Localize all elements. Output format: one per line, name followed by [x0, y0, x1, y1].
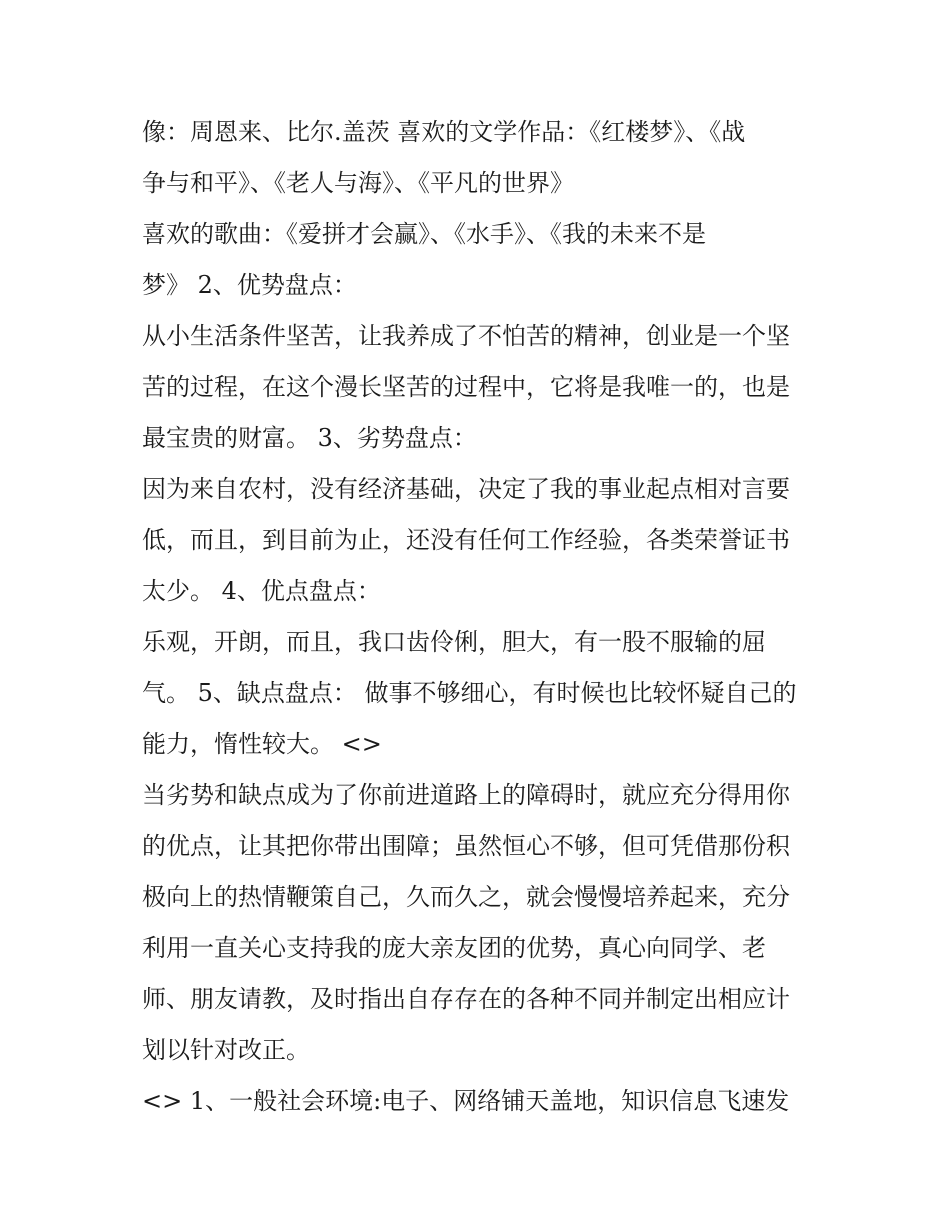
text-line: 像：周恩来、比尔.盖茨 喜欢的文学作品：《红楼梦》、《战: [142, 118, 746, 146]
text-line: 师、朋友请教，及时指出自存存在的各种不同并制定出相应计: [142, 985, 790, 1013]
text-line: 低，而且，到目前为止，还没有任何工作经验，各类荣誉证书: [142, 526, 790, 554]
document-body-text: [142, 107, 822, 1127]
text-line: 当劣势和缺点成为了你前进道路上的障碍时，就应充分得用你: [142, 781, 790, 809]
text-line: 极向上的热情鞭策自己，久而久之，就会慢慢培养起来，充分: [142, 883, 790, 911]
text-line: 从小生活条件坚苦，让我养成了不怕苦的精神，创业是一个坚: [142, 322, 790, 350]
text-line: 划以针对改正。: [142, 1036, 310, 1064]
text-line: 争与和平》、《老人与海》、《平凡的世界》: [142, 169, 574, 197]
text-line: 乐观，开朗，而且，我口齿伶俐，胆大，有一股不服输的屈: [142, 628, 766, 656]
text-line: 太少。 4、优点盘点：: [142, 577, 381, 605]
text-line: 喜欢的歌曲：《爱拼才会赢》、《水手》、《我的未来不是: [142, 220, 706, 248]
text-line: 气。 5、缺点盘点： 做事不够细心，有时候也比较怀疑自己的: [142, 679, 797, 707]
text-line: 因为来自农村，没有经济基础，决定了我的事业起点相对言要: [142, 475, 790, 503]
text-line: 的优点，让其把你带出围障；虽然恒心不够，但可凭借那份积: [142, 832, 790, 860]
text-line: 苦的过程，在这个漫长坚苦的过程中，它将是我唯一的，也是: [142, 373, 790, 401]
text-line: <> 1、一般社会环境:电子、网络铺天盖地，知识信息飞速发: [142, 1087, 790, 1115]
text-line: 最宝贵的财富。 3、劣势盘点：: [142, 424, 477, 452]
text-line: 利用一直关心支持我的庞大亲友团的优势，真心向同学、老: [142, 934, 766, 962]
text-line: 梦》 2、优势盘点：: [142, 271, 357, 299]
text-line: 能力，惰性较大。 <>: [142, 730, 382, 758]
